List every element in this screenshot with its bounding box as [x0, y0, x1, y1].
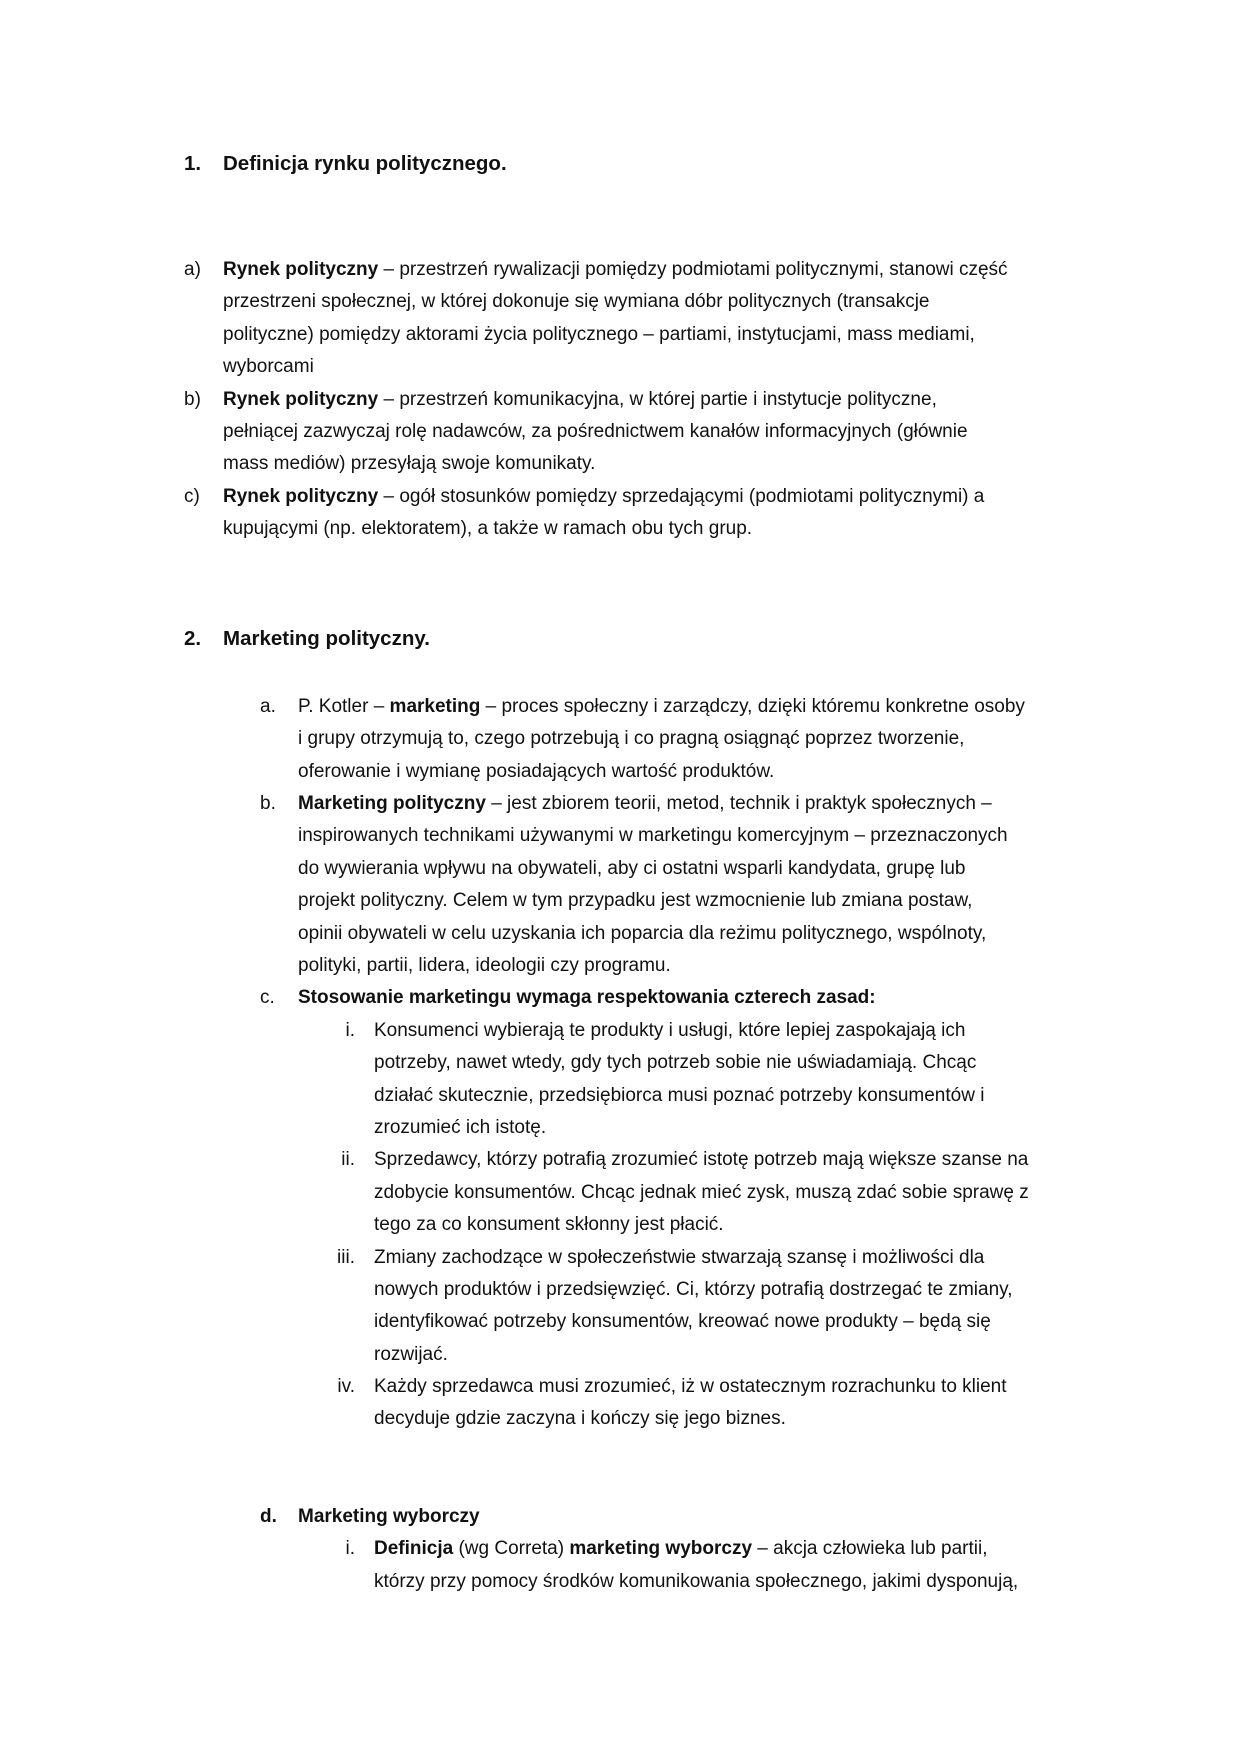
spacer: [0, 655, 1240, 691]
line-text: [223, 448, 595, 480]
text-line: [0, 481, 1240, 513]
line-text: [374, 1242, 984, 1274]
list-marker: ii.: [341, 1149, 355, 1171]
text-line: [0, 351, 1240, 383]
text-line: [0, 885, 1240, 917]
text-run: Każdy sprzedawca musi zrozumieć, iż w ostatecznym rozrachunku to klient: [374, 1376, 1007, 1398]
text-line: [0, 1306, 1240, 1338]
text-line: [0, 982, 1240, 1014]
line-text: [223, 416, 968, 448]
text-line: [0, 1403, 1240, 1435]
text-run: – jest zbiorem teorii, metod, technik i praktyk społecznych –: [485, 793, 992, 815]
list-item: [0, 1015, 1240, 1145]
section-number: 2.: [184, 626, 202, 650]
line-text: [374, 1339, 448, 1371]
text-line: [0, 513, 1240, 545]
line-text: [374, 1015, 965, 1047]
text-line: [0, 1112, 1240, 1144]
text-line: [0, 1177, 1240, 1209]
text-line: [0, 788, 1240, 820]
text-run: kupującymi (np. elektoratem), a także w ramach obu tych grup.: [223, 518, 753, 540]
line-text: [298, 1501, 480, 1533]
text-run: zrozumieć ich istotę.: [374, 1116, 547, 1138]
bold-term: Rynek polityczny: [223, 485, 379, 507]
line-text: [298, 756, 774, 788]
spacer: [0, 180, 1240, 254]
text-run: – przestrzeń komunikacyjna, w której partie i instytucje polityczne,: [378, 388, 937, 410]
spacer: [0, 1436, 1240, 1501]
line-text: [298, 853, 965, 885]
list-marker: a.: [260, 695, 276, 717]
text-line: [0, 416, 1240, 448]
text-run: mass mediów) przesyłają swoje komunikaty.: [223, 453, 596, 475]
bold-term: Marketing polityczny: [298, 793, 486, 815]
section-heading: [0, 148, 1240, 180]
list-item: [0, 384, 1240, 481]
list-item: [0, 691, 1240, 788]
text-run: – ogół stosunków pomiędzy sprzedającymi (podmiotami politycznymi) a: [378, 485, 985, 507]
line-text: [374, 1144, 1028, 1176]
list-marker: i.: [345, 1019, 355, 1041]
text-line: [0, 918, 1240, 950]
text-run: do wywierania wpływu na obywateli, aby ci ostatni wsparli kandydata, grupę lub: [298, 857, 966, 879]
list-marker: b.: [260, 793, 276, 815]
line-text: [374, 1274, 1013, 1306]
text-run: inspirowanych technikami używanymi w marketingu komercyjnym – przeznaczonych: [298, 825, 1008, 847]
text-line: [0, 950, 1240, 982]
list-item: [0, 1371, 1240, 1436]
list-marker: c): [184, 485, 200, 507]
line-text: [374, 1047, 976, 1079]
list-item: [0, 1144, 1240, 1241]
line-text: [374, 1371, 1007, 1403]
line-text: [298, 982, 876, 1014]
text-run: Sprzedawcy, którzy potrafią zrozumieć istotę potrzeb mają większe szanse na: [374, 1149, 1029, 1171]
bold-term: Rynek polityczny: [223, 388, 379, 410]
line-text: [298, 723, 964, 755]
bold-term: Definicja: [374, 1538, 454, 1560]
text-run: Zmiany zachodzące w społeczeństwie stwarzają szansę i możliwości dla: [374, 1246, 985, 1268]
text-run: decyduje gdzie zaczyna i kończy się jego biznes.: [374, 1408, 786, 1430]
text-run: rozwijać.: [374, 1343, 448, 1365]
text-run: – przestrzeń rywalizacji pomiędzy podmiotami politycznymi, stanowi część: [378, 258, 1008, 280]
line-text: [223, 351, 314, 383]
list-item: [0, 1242, 1240, 1372]
text-line: [0, 254, 1240, 286]
text-run: projekt polityczny. Celem w tym przypadku jest wzmocnienie lub zmiana postaw,: [298, 890, 973, 912]
text-run: pełniącej zazwyczaj rolę nadawców, za pośrednictwem kanałów informacyjnych (głównie: [223, 420, 968, 442]
list-marker: iv.: [337, 1376, 355, 1398]
text-run: polityki, partii, lidera, ideologii czy programu.: [298, 955, 671, 977]
line-text: [374, 1306, 991, 1338]
text-run: – proces społeczny i zarządczy, dzięki któremu konkretne osoby: [480, 695, 1025, 717]
list-item: [0, 1501, 1240, 1533]
text-line: [0, 1047, 1240, 1079]
text-run: tego za co konsument skłonny jest płacić.: [374, 1214, 724, 1236]
text-run: identyfikować potrzeby konsumentów, kreować nowe produkty – będą się: [374, 1311, 991, 1333]
text-line: [0, 448, 1240, 480]
line-text: [374, 1177, 1029, 1209]
list-item: [0, 1533, 1240, 1598]
text-line: [0, 1339, 1240, 1371]
list-item: [0, 788, 1240, 982]
section-title: Marketing polityczny.: [223, 626, 430, 650]
list-item: [0, 982, 1240, 1014]
text-run: potrzeby, nawet wtedy, gdy tych potrzeb sobie nie uświadamiają. Chcąc: [374, 1052, 977, 1074]
bold-term: Stosowanie marketingu wymaga respektowania czterech zasad:: [298, 987, 876, 1009]
line-text: [374, 1403, 786, 1435]
text-line: [0, 691, 1240, 723]
text-run: Konsumenci wybierają te produkty i usługi, które lepiej zaspokajają ich: [374, 1019, 966, 1041]
bold-term: Rynek polityczny: [223, 258, 379, 280]
text-run: nowych produktów i przedsięwzięć. Ci, którzy potrafią dostrzegać te zmiany,: [374, 1278, 1013, 1300]
text-line: [0, 1371, 1240, 1403]
text-line: [0, 853, 1240, 885]
section-title: Definicja rynku politycznego.: [223, 152, 507, 175]
line-text: [223, 286, 930, 318]
text-run: i grupy otrzymują to, czego potrzebują i co pragną osiągnąć poprzez tworzenie,: [298, 728, 965, 750]
bold-term: marketing wyborczy: [569, 1538, 753, 1560]
text-line: [0, 1080, 1240, 1112]
text-line: [0, 384, 1240, 416]
list-marker: b): [184, 388, 201, 410]
text-line: [0, 1501, 1240, 1533]
text-line: [0, 723, 1240, 755]
text-run: polityczne) pomiędzy aktorami życia politycznego – partiami, instytucjami, mass mediami,: [223, 323, 975, 345]
line-text: [223, 481, 984, 513]
line-text: [298, 918, 986, 950]
section-number: 1.: [184, 152, 202, 175]
list-item: [0, 254, 1240, 384]
line-text: [223, 384, 937, 416]
list-marker: iii.: [337, 1246, 355, 1268]
line-text: [298, 788, 992, 820]
line-text: [374, 1566, 1018, 1598]
text-line: [0, 1144, 1240, 1176]
text-run: (wg Correta): [453, 1538, 570, 1560]
line-text: [374, 1080, 984, 1112]
text-line: [0, 820, 1240, 852]
text-line: [0, 756, 1240, 788]
text-line: [0, 1242, 1240, 1274]
text-run: opinii obywateli w celu uzyskania ich poparcia dla reżimu politycznego, wspólnoty,: [298, 922, 987, 944]
line-text: [298, 691, 1025, 723]
list-marker: c.: [260, 987, 275, 1009]
bold-term: marketing: [389, 695, 481, 717]
bold-term: Marketing wyborczy: [298, 1505, 480, 1527]
text-run: działać skutecznie, przedsiębiorca musi poznać potrzeby konsumentów i: [374, 1084, 985, 1106]
list-marker: a): [184, 258, 201, 280]
text-run: – akcja człowieka lub partii,: [752, 1538, 988, 1560]
section-heading: [0, 623, 1240, 655]
document-page: [0, 148, 1240, 1598]
text-run: którzy przy pomocy środków komunikowania społecznego, jakimi dysponują,: [374, 1570, 1019, 1592]
text-run: przestrzeni społecznej, w której dokonuje się wymiana dóbr politycznych (transakcje: [223, 291, 930, 313]
line-text: [298, 950, 671, 982]
line-text: [374, 1112, 546, 1144]
line-text: [374, 1209, 724, 1241]
list-item: [0, 481, 1240, 546]
text-run: zdobycie konsumentów. Chcąc jednak mieć zysk, muszą zdać sobie sprawę z: [374, 1181, 1029, 1203]
text-run: wyborcami: [223, 356, 314, 378]
spacer: [0, 546, 1240, 623]
line-text: [223, 513, 752, 545]
text-line: [0, 1015, 1240, 1047]
text-line: [0, 286, 1240, 318]
line-text: [223, 319, 975, 351]
text-line: [0, 1274, 1240, 1306]
text-line: [0, 1566, 1240, 1598]
text-line: [0, 319, 1240, 351]
list-marker: d.: [260, 1505, 277, 1527]
line-text: [223, 254, 1008, 286]
list-marker: i.: [345, 1538, 355, 1560]
text-run: P. Kotler –: [298, 695, 390, 717]
line-text: [298, 885, 972, 917]
line-text: [374, 1533, 988, 1565]
text-line: [0, 1209, 1240, 1241]
text-run: oferowanie i wymianę posiadających wartość produktów.: [298, 760, 775, 782]
line-text: [298, 820, 1008, 852]
text-line: [0, 1533, 1240, 1565]
